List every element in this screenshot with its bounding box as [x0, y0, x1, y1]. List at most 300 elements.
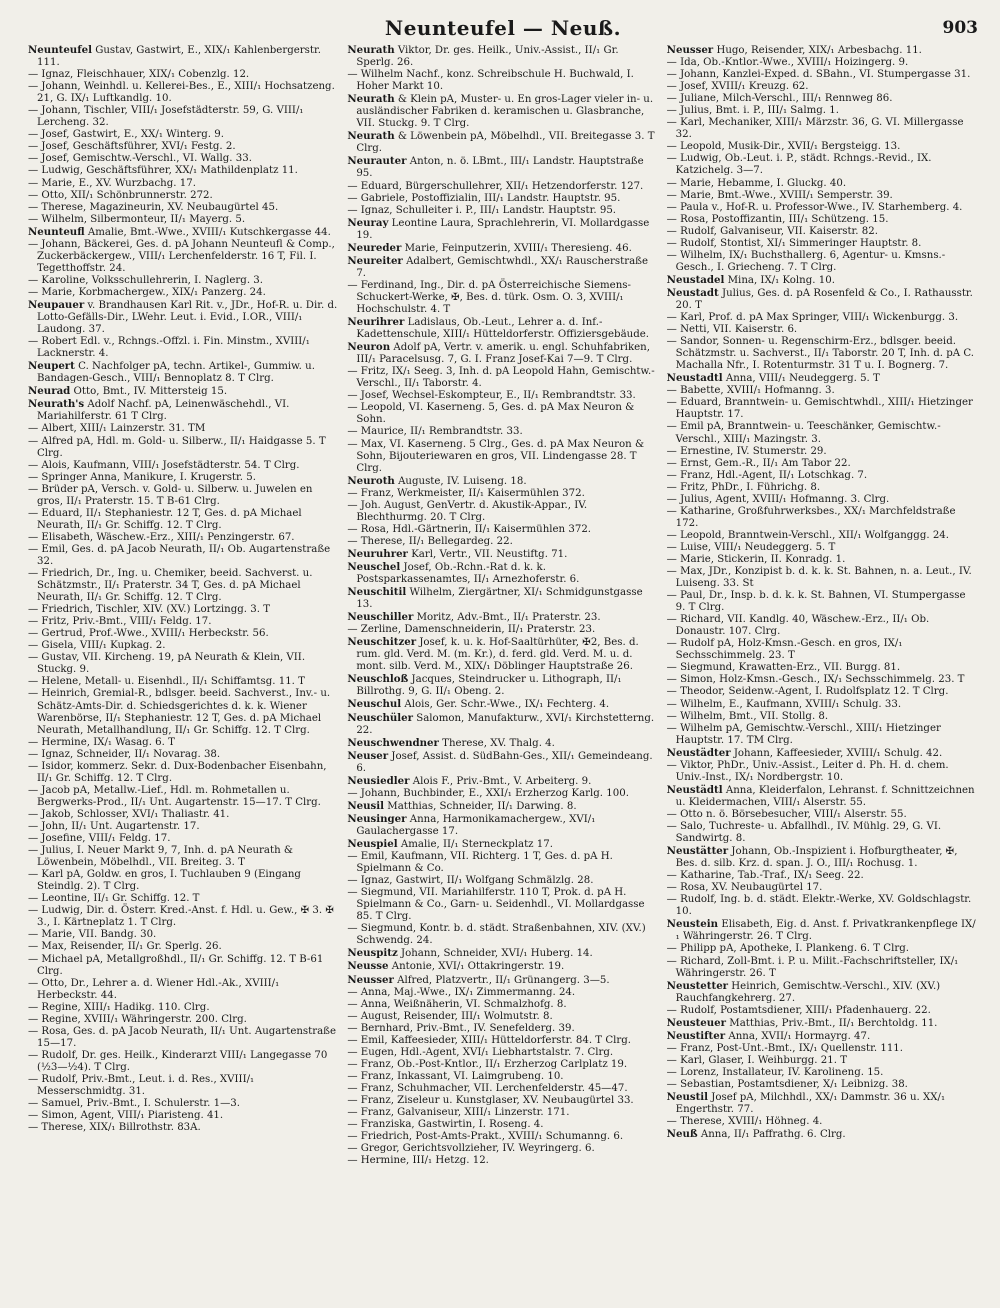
entry-text: — Marie, Korbmachergew., XIX/₁ Panzerg. 24.: [28, 286, 266, 298]
entry-text: — Gisela, VIII/₁ Kupkag. 2.: [28, 640, 166, 652]
directory-entry: [347, 737, 656, 750]
entry-text: — Katharine, Großfuhrwerksbes., XX/₁ Marchfeldstraße 172.: [666, 505, 956, 529]
entry-text: Auguste, IV. Luiseng. 18.: [398, 475, 527, 487]
directory-entry: [28, 833, 337, 845]
entry-text: — Eduard, Bürgerschullehrer, XII/₁ Hetzendorferstr. 127.: [347, 180, 644, 192]
directory-entry: [347, 1107, 656, 1119]
entry-text: Jacques, Steindrucker u. Lithograph, II/₁ Billrothg. 9, G. II/₁ Obeng. 2.: [356, 674, 622, 698]
directory-entry: [28, 785, 337, 809]
entry-text: — Marie, Stickerin, II. Konradg. 1.: [666, 553, 846, 565]
entry-text: — Fritz, Priv.-Bmt., VIII/₁ Feldg. 17.: [28, 616, 212, 628]
directory-entry: [347, 1143, 656, 1155]
entry-text: Anna, VIII/₁ Neudeggerg. 5. T: [725, 373, 880, 385]
entry-text: — Jakob, Schlosser, XVI/₁ Thaliastr. 41.: [28, 808, 230, 820]
directory-entry: [28, 1122, 337, 1134]
entry-surname: Neustadel: [666, 273, 725, 286]
directory-entry: [667, 784, 976, 809]
entry-text: — Rudolf, Ing. b. d. städt. Elektr.-Werke, XV. Goldschlagstr. 10.: [666, 894, 972, 918]
directory-entry: [347, 1071, 656, 1083]
entry-text: — Gregor, Gerichtsvollzieher, IV. Weyringerg. 6.: [347, 1143, 595, 1155]
entry-text: Anna, Kleiderfalon, Lehranst. f. Schnittzeichnen u. Kleidermachen, VIII/₁ Alserstr. 55.: [675, 784, 975, 808]
directory-entry: [347, 536, 656, 548]
entry-text: — Alois, Kaufmann, VIII/₁ Josefstädterstr. 54. T Clrg.: [28, 459, 300, 471]
entry-text: — Bernhard, Priv.-Bmt., IV. Senefelderg. 39.: [347, 1022, 575, 1034]
entry-surname: Neupauer: [28, 298, 85, 311]
entry-text: — Ignaz, Schulleiter i. P., III/₁ Landstr. Hauptstr. 95.: [347, 204, 617, 216]
entry-surname: Neustetter: [666, 979, 729, 992]
entry-text: — Zerline, Damenschneiderin, II/₁ Praterstr. 23.: [347, 624, 596, 636]
directory-entry: [347, 974, 656, 987]
entry-text: — Rudolf, Stontist, XI/₁ Simmeringer Hauptstr. 8.: [666, 237, 922, 249]
directory-entry: [667, 117, 976, 141]
entry-text: Otto, Bmt., IV. Mittersteig 15.: [73, 386, 228, 398]
entry-surname: Neusteuer: [666, 1016, 727, 1029]
entry-surname: Neunteufel: [28, 44, 92, 56]
entry-text: — Fritz, PhDr., I. Führichg. 8.: [666, 481, 821, 493]
entry-text: — Babette, XVIII/₁ Hofmanng. 3.: [666, 385, 835, 397]
directory-entry: [28, 652, 337, 676]
entry-text: Gustav, Gastwirt, E., XIX/₁ Kahlenbergerstr. 111.: [37, 45, 321, 69]
directory-entry: [667, 699, 976, 711]
directory-entry: [28, 676, 337, 688]
directory-entry: [667, 1116, 976, 1128]
entry-text: Elisabeth, Eig. d. Anst. f. Privatkrankenpflege IX/₁ Währingerstr. 26. T Clrg.: [675, 919, 976, 943]
entry-text: — Rudolf, Priv.-Bmt., Leut. i. d. Res., XVIII/₁ Messerschmidtg. 31.: [28, 1073, 255, 1098]
entry-text: — Therese, XIX/₁ Billrothstr. 83A.: [28, 1122, 201, 1134]
directory-entry: [667, 312, 976, 324]
directory-entry: [347, 1047, 656, 1059]
directory-entry: [667, 141, 976, 153]
directory-entry: [667, 421, 976, 445]
directory-entry: [347, 611, 656, 624]
entry-text: — Franz, Galvaniseur, XIII/₁ Linzerstr. 171.: [347, 1107, 570, 1119]
entry-text: Anna, XVII/₁ Hormayrg. 47.: [728, 1030, 871, 1042]
entry-text: Ladislaus, Ob.-Leut., Lehrer a. d. Inf.-Kadettenschule, XIII/₁ Hütteldorferstr. Offiziersgebäude.: [356, 317, 649, 341]
directory-entry: [28, 299, 337, 336]
entry-text: — Luise, VIII/₁ Neudeggerg. 5. T: [666, 541, 836, 553]
entry-surname: Neurath: [347, 44, 395, 56]
directory-entry: [347, 193, 656, 205]
directory-entry: [347, 341, 656, 366]
entry-text: — Jacob pA, Metallw.-Lief., Hdl. m. Rohmetallen u. Bergwerks-Prod., II/₁ Unt. Augartenstr. 15—17. T Clrg.: [28, 784, 321, 808]
directory-entry: [347, 44, 656, 69]
directory-entry: [28, 532, 337, 544]
directory-entry: [347, 181, 656, 193]
directory-entry: [28, 544, 337, 568]
entry-text: — Isidor, kommerz. Sekr. d. Dux-Bodenbacher Eisenbahn, II/₁ Gr. Schiffg. 12. T Clrg.: [28, 760, 327, 784]
directory-entry: [347, 316, 656, 341]
entry-text: — Julius, Bmt. i. P., III/₁ Salmg. 1.: [666, 105, 839, 117]
entry-text: — Rudolf pA, Holz-Kmsn.-Gesch. en gros, IX/₁ Sechsschimmelg. 23. T: [666, 638, 903, 662]
directory-entry: [667, 956, 976, 980]
directory-entry: [28, 153, 337, 165]
column-middle: [347, 44, 656, 1288]
entry-surname: Neuspitz: [347, 947, 398, 960]
entry-text: — Juliane, Milch-Verschl., III/₁ Rennweg 86.: [666, 93, 893, 105]
directory-entry: [28, 385, 337, 398]
directory-entry: [667, 1055, 976, 1067]
directory-entry: [667, 870, 976, 882]
entry-text: — Franz, Post-Unt.-Bmt., IX/₁ Quellenstr. 111.: [666, 1042, 904, 1054]
directory-entry: [667, 397, 976, 421]
directory-entry: [28, 737, 337, 749]
directory-entry: [28, 941, 337, 953]
entry-text: — Elisabeth, Wäschew.-Erz., XIII/₁ Penzingerstr. 67.: [28, 531, 295, 543]
entry-surname: Neustädtl: [666, 783, 723, 796]
directory-entry: [28, 336, 337, 360]
entry-text: — Karl, Prof. d. pA Max Springer, VIII/₁ Wickenburgg. 3.: [666, 312, 959, 324]
entry-text: — Helene, Metall- u. Eisenhdl., II/₁ Schiffamtsg. 11. T: [28, 676, 305, 688]
directory-entry: [28, 398, 337, 423]
entry-text: — Richard, VII. Kandlg. 40, Wäschew.-Erz., II/₁ Ob. Donaustr. 107. Clrg.: [666, 614, 930, 638]
directory-entry: [347, 439, 656, 475]
entry-text: Johann, Kaffeesieder, XVIII/₁ Schulg. 42.: [733, 747, 943, 759]
directory-entry: [667, 918, 976, 943]
entry-text: — Marie, E., XV. Wurzbachg. 17.: [28, 177, 196, 189]
entry-surname: Neuschitil: [347, 586, 407, 599]
entry-text: Anna, Harmonikamachergew., XVI/₁ Gaulachergasse 17.: [356, 813, 596, 837]
directory-entry: [667, 894, 976, 918]
entry-text: — Josef, Gastwirt, E., XX/₁ Winterg. 9.: [28, 129, 224, 141]
directory-entry: [28, 129, 337, 141]
directory-entry: [667, 821, 976, 845]
entry-surname: Neurath: [347, 130, 395, 143]
entry-text: — Otto, Dr., Lehrer a. d. Wiener Hdl.-Ak., XVIII/₁ Herbeckstr. 44.: [28, 977, 280, 1001]
entry-text: — Sandor, Sonnen- u. Regenschirm-Erz., bdlsger. beeid. Schätzmstr. u. Sachverst., II/₁ Taborstr. 20 T, Inh. d. pA C. Machalla Nfr., I. Rotenturmstr. 31 T u. I. Bognerg. 7.: [666, 336, 975, 372]
directory-entry: [667, 226, 976, 238]
entry-text: Marie, Feinputzerin, XVIII/₁ Theresieng. 46.: [404, 242, 632, 254]
directory-entry: [28, 604, 337, 616]
directory-entry: [28, 869, 337, 893]
directory-entry: [347, 800, 656, 813]
directory-entry: [667, 385, 976, 397]
entry-text: — Ignaz, Gastwirt, II/₁ Wolfgang Schmälzlg. 28.: [347, 875, 594, 887]
directory-entry: [347, 712, 656, 737]
entry-surname: Neuschiller: [347, 611, 414, 624]
entry-text: — Siegmund, Kontr. b. d. städt. Straßenbahnen, XIV. (XV.) Schwendg. 24.: [347, 923, 646, 947]
directory-entry: [667, 446, 976, 458]
entry-text: — Siegmund, Krawatten-Erz., VII. Burgg. 81.: [666, 662, 901, 674]
directory-entry: [347, 402, 656, 426]
entry-text: Moritz, Adv.-Bmt., II/₁ Praterstr. 23.: [416, 612, 601, 624]
entry-text: — Karl pA, Goldw. en gros, I. Tuchlauben 9 (Eingang Steindlg. 2). T Clrg.: [28, 869, 301, 893]
entry-text: — Josef, Gemischtw.-Verschl., VI. Wallg. 33.: [28, 153, 252, 165]
directory-entry: [667, 662, 976, 674]
entry-text: — Rosa, Postoffizantin, III/₁ Schützeng. 15.: [666, 213, 889, 225]
entry-text: Heinrich, Gemischtw.-Verschl., XIV. (XV.) Rauchfangkehrerg. 27.: [675, 980, 941, 1004]
entry-text: — Franz, Inkassant, VI. Laimgrubeng. 10.: [347, 1070, 564, 1082]
directory-entry: [667, 1030, 976, 1043]
entry-text: — Samuel, Priv.-Bmt., I. Schulerstr. 1—3.: [28, 1098, 241, 1110]
directory-entry: [347, 887, 656, 923]
entry-surname: Neuß: [666, 1128, 698, 1141]
entry-text: Wilhelm, Ziergärtner, XI/₁ Schmidgunstgasse 13.: [356, 587, 643, 611]
directory-entry: [347, 987, 656, 999]
entry-surname: Neuschüler: [347, 711, 413, 724]
entry-text: Anton, n. ö. LBmt., III/₁ Landstr. Hauptstraße 95.: [356, 156, 644, 180]
directory-entry: [347, 255, 656, 280]
entry-text: Hugo, Reisender, XIX/₁ Arbesbachg. 11.: [716, 45, 922, 56]
entry-text: — Johann, Kanzlei-Exped. d. SBahn., VI. Stumpergasse 31.: [666, 69, 971, 81]
entry-text: Therese, XV. Thalg. 4.: [442, 737, 555, 749]
entry-text: — Ignaz, Fleischhauer, XIX/₁ Cobenzlg. 12.: [28, 69, 250, 81]
entry-text: — Leopold, Musik-Dir., XVII/₁ Bergsteigg. 13.: [666, 141, 901, 153]
entry-text: — Anna, Weißnäherin, VI. Schmalzhofg. 8.: [347, 998, 567, 1010]
entry-text: — Katharine, Tab.-Traf., IX/₁ Seeg. 22.: [666, 870, 864, 882]
directory-entry: [667, 506, 976, 530]
entry-text: — Rosa, Ges. d. pA Jacob Neurath, II/₁ Unt. Augartenstraße 15—17.: [28, 1025, 337, 1049]
directory-entry: [347, 1095, 656, 1107]
directory-entry: [28, 954, 337, 978]
directory-entry: [347, 1035, 656, 1047]
directory-entry: [347, 130, 656, 155]
directory-entry: [28, 1050, 337, 1074]
entry-text: — Heinrich, Gremial-R., bdlsger. beeid. Sachverst., Inv.- u. Schätz-Amts-Dir. d. Schiedsgerichtes d. k. k. Wiener Warenbörse, II/₁ Stephaniestr. 12 T, Ges. d. pA Michael Neurath, Metallhandlung, II/₁ Gr. Schiffg. 12. T Clrg.: [28, 688, 331, 736]
entry-text: — Julius, I. Neuer Markt 9, 7, Inh. d. pA Neurath & Löwenbein, Möbelhdl., VII. Breiteg. 3. T: [28, 845, 293, 869]
entry-text: — Johann, Bäckerei, Ges. d. pA Johann Neunteufl & Comp., Zuckerbäckergew., VIII/₁ Lerchenfelderstr. 16 T, Fil. I. Tegetthoffstr. 24.: [28, 238, 335, 274]
entry-text: — Karoline, Volksschullehrerin, I. Naglerg. 3.: [28, 274, 264, 286]
entry-text: — Friedrich, Dr., Ing. u. Chemiker, beeid. Sachverst. u. Schätzmstr., II/₁ Praterstr. 34 T, Ges. d. pA Michael Neurath, II/₁ Gr. Schiffg. 12. T Clrg.: [28, 568, 313, 604]
entry-text: Mina, IX/₁ Kolng. 10.: [727, 274, 835, 286]
entry-surname: Neuschitzer: [347, 636, 417, 649]
entry-text: — Marie, Bmt.-Wwe., XVIII/₁ Semperstr. 39.: [666, 189, 893, 201]
entry-text: — Max, VI. Kaserneng. 5 Clrg., Ges. d. pA Max Neuron & Sohn, Bijouteriewaren en gros, VII. Lindengasse 28. T Clrg.: [347, 438, 645, 474]
directory-entry: [28, 141, 337, 153]
entry-text: — Leopold, VI. Kaserneng. 5, Ges. d. pA Max Neuron & Sohn.: [347, 402, 635, 426]
directory-entry: [347, 1011, 656, 1023]
entry-text: Adalbert, Gemischtwhdl., XX/₁ Rauscherstraße 7.: [356, 255, 649, 279]
entry-surname: Neurath's: [28, 398, 85, 411]
entry-text: — Gabriele, Postoffizialin, III/₁ Landstr. Hauptstr. 95.: [347, 192, 621, 204]
entry-text: — Julius, Agent, XVIII/₁ Hofmanng. 3. Clrg.: [666, 493, 890, 505]
directory-entry: [667, 845, 976, 870]
directory-entry: [347, 788, 656, 800]
directory-entry: [667, 470, 976, 482]
directory-entry: [667, 1067, 976, 1079]
directory-entry: [347, 1083, 656, 1095]
directory-entry: [347, 1023, 656, 1035]
directory-entry: [667, 190, 976, 202]
directory-entry: [667, 1128, 976, 1141]
entry-text: — Joh. August, GenVertr. d. Akustik-Appar., IV. Blechthurmg. 20. T Clrg.: [347, 499, 588, 523]
entry-surname: Neureiter: [347, 254, 403, 267]
entry-text: — Robert Edl. v., Rchngs.-Offzl. i. Fin. Minstm., XVIII/₁ Lacknerstr. 4.: [28, 336, 310, 360]
entry-text: — Emil pA, Branntwein- u. Teeschänker, Gemischtw.-Verschl., XIII/₁ Mazingstr. 3.: [666, 421, 941, 445]
entry-text: — Emil, Kaffeesieder, XIII/₁ Hütteldorferstr. 84. T Clrg.: [347, 1034, 632, 1046]
entry-text: — Josef, Wechsel-Eskompteur, E., II/₁ Rembrandtstr. 33.: [347, 390, 636, 402]
entry-text: — Gertrud, Prof.-Wwe., XVIII/₁ Herbeckstr. 56.: [28, 628, 269, 640]
directory-entry: [347, 1131, 656, 1143]
directory-entry: [28, 226, 337, 239]
directory-entry: [667, 214, 976, 226]
directory-entry: [347, 775, 656, 788]
directory-entry: [28, 360, 337, 385]
directory-entry: [28, 178, 337, 190]
directory-entry: [347, 242, 656, 255]
directory-entry: [347, 1155, 656, 1167]
entry-text: — Friedrich, Post-Amts-Prakt., XVIII/₁ Schumanng. 6.: [347, 1131, 624, 1143]
entry-surname: Neurad: [28, 385, 71, 398]
directory-entry: [667, 458, 976, 470]
entry-text: — Emil, Ges. d. pA Jacob Neurath, II/₁ Ob. Augartenstraße 32.: [28, 543, 331, 567]
entry-surname: Neuruhrer: [347, 547, 408, 560]
entry-surname: Neuschul: [347, 698, 402, 711]
entry-text: Amalie, II/₁ Sterneckplatz 17.: [400, 839, 553, 850]
entry-text: — Sebastian, Postamtsdiener, X/₁ Leibnizg. 38.: [666, 1078, 908, 1090]
entry-text: — Josef, XVIII/₁ Kreuzg. 62.: [666, 81, 809, 93]
directory-entry: [667, 686, 976, 698]
directory-entry: [667, 57, 976, 69]
entry-text: — Theodor, Seidenw.-Agent, I. Rudolfsplatz 12. T Clrg.: [666, 686, 949, 698]
directory-entry: [347, 1119, 656, 1131]
column-left: [28, 44, 337, 1288]
directory-entry: [28, 190, 337, 202]
directory-entry: [347, 69, 656, 93]
entry-text: — Wilhelm, Silbermonteur, II/₁ Mayerg. 5.: [28, 213, 246, 225]
entry-text: — Wilhelm, Bmt., VII. Stollg. 8.: [666, 710, 829, 722]
entry-text: — Hermine, III/₁ Hetzg. 12.: [347, 1155, 489, 1167]
entry-text: — Leontine, II/₁ Gr. Schiffg. 12. T: [28, 893, 200, 905]
directory-entry: [347, 366, 656, 390]
directory-entry: [28, 239, 337, 275]
entry-surname: Neuschwendner: [347, 736, 439, 749]
directory-entry: [28, 484, 337, 508]
entry-text: Viktor, Dr. ges. Heilk., Univ.-Assist., II/₁ Gr. Sperlg. 26.: [356, 45, 619, 69]
entry-text: — Marie, VII. Bandg. 30.: [28, 929, 157, 941]
entry-text: Anna, II/₁ Paffrathg. 6. Clrg.: [700, 1129, 846, 1141]
entry-surname: Neustein: [666, 918, 719, 931]
directory-entry: [28, 845, 337, 869]
entry-text: Adolf Nachf. pA, Leinenwäschehdl., VI. Mariahilferstr. 61 T Clrg.: [37, 399, 290, 423]
directory-entry: [667, 494, 976, 506]
entry-surname: Neuroth: [347, 474, 395, 487]
entry-text: — Hermine, IX/₁ Wasag. 6. T: [28, 736, 175, 748]
entry-surname: Neusse: [347, 960, 389, 973]
entry-text: — Josefine, VIII/₁ Feldg. 17.: [28, 833, 171, 845]
directory-entry: [667, 1079, 976, 1091]
entry-text: Josef, k. u. k. Hof-Saaltürhüter, ✠2, Bes. d. rum. gld. Verd. M. (m. Kr.), d. ferd. gld. Verd. M. u. d. mont. silb. Verd. M., XIX/₁ Döblinger Hauptstraße 26.: [356, 637, 639, 673]
directory-entry: [667, 809, 976, 821]
entry-text: — Otto, XII/₁ Schönbrunnerstr. 272.: [28, 189, 213, 201]
entry-text: — Wilhelm, E., Kaufmann, XVIII/₁ Schulg. 33.: [666, 698, 902, 710]
directory-entry: [347, 280, 656, 316]
directory-entry: [667, 202, 976, 214]
entry-text: — Salo, Tuchreste- u. Abfallhdl., IV. Mühlg. 29, G. VI. Sandwirtg. 8.: [666, 821, 942, 845]
directory-entry: [28, 275, 337, 287]
entry-text: — Rosa, Hdl.-Gärtnerin, II/₁ Kaisermühlen 372.: [347, 523, 592, 535]
columns-container: [28, 44, 976, 1288]
entry-text: — Johann, Weinhdl. u. Kellerei-Bes., E., XIII/₁ Hochsatzeng. 21, G. IX/₁ Luftkandlg. 10.: [28, 81, 335, 105]
entry-text: — Albert, XIII/₁ Lainzerstr. 31. TM: [28, 423, 206, 435]
directory-entry: [347, 875, 656, 887]
directory-entry: [347, 813, 656, 838]
entry-text: — Simon, Holz-Kmsn.-Gesch., IX/₁ Sechsschimmelg. 23. T: [666, 674, 965, 686]
entry-text: C. Nachfolger pA, techn. Artikel-, Gummiw. u. Bandagen-Gesch., VIII/₁ Bennoplatz 8. T Clrg.: [37, 361, 315, 385]
entry-surname: Neustädter: [666, 746, 731, 759]
entry-text: — Friedrich, Tischler, XIV. (XV.) Lortzingg. 3. T: [28, 604, 271, 616]
entry-surname: Neupert: [28, 360, 75, 373]
entry-text: Adolf pA, Vertr. v. amerik. u. engl. Schuhfabriken, III/₁ Paracelsusg. 7, G. I. Franz Josef-Kai 7—9. T Clrg.: [356, 342, 650, 366]
entry-text: — Therese, Magazineurin, XV. Neubaugürtel 45.: [28, 201, 279, 213]
entry-text: Johann, Schneider, XVI/₁ Huberg. 14.: [401, 948, 593, 960]
entry-text: Josef, Ob.-Rchn.-Rat d. k. k. Postsparkassenamtes, II/₁ Arnezhoferstr. 6.: [356, 561, 580, 586]
entry-surname: Neusil: [347, 799, 385, 812]
directory-entry: [347, 93, 656, 130]
entry-text: — Rudolf, Dr. ges. Heilk., Kinderarzt VIII/₁ Langegasse 70 (½3—½4). T Clrg.: [28, 1049, 328, 1073]
directory-entry: [667, 153, 976, 177]
directory-entry: [667, 1017, 976, 1030]
entry-surname: Neustadtl: [666, 372, 723, 385]
entry-text: — Anna, Maj.-Wwe., IX/₁ Zimmermanng. 24.: [347, 986, 576, 998]
directory-entry: [667, 760, 976, 784]
entry-text: Josef, Assist. d. SüdBahn-Ges., XII/₁ Gemeindeang. 6.: [356, 750, 653, 774]
entry-surname: Neusser: [666, 44, 714, 56]
directory-entry: [347, 1059, 656, 1071]
page-header: [28, 14, 978, 44]
directory-entry: [667, 324, 976, 336]
entry-text: — Ludwig, Dir. d. Österr. Kred.-Anst. f. Hdl. u. Gew., ✠ 3. ✠ 3., I. Kärtneplatz 1. T Clrg.: [28, 905, 334, 929]
directory-entry: [28, 165, 337, 177]
directory-entry: [347, 923, 656, 947]
directory-entry: [667, 674, 976, 686]
entry-text: — Max, Reisender, II/₁ Gr. Sperlg. 26.: [28, 941, 222, 953]
entry-text: — Regine, XIII/₁ Hadikg. 110. Clrg.: [28, 1001, 210, 1013]
entry-text: — Regine, XVIII/₁ Währingerstr. 200. Clrg.: [28, 1013, 247, 1025]
entry-text: Alois, Ger. Schr.-Wwe., IX/₁ Fechterg. 4.: [404, 699, 610, 711]
entry-surname: Neustil: [666, 1091, 709, 1104]
entry-text: Matthias, Priv.-Bmt., II/₁ Berchtoldg. 11.: [729, 1017, 938, 1029]
directory-entry: [28, 1026, 337, 1050]
entry-surname: Neurath: [347, 93, 395, 106]
directory-entry: [667, 566, 976, 590]
entry-surname: Neustifter: [666, 1029, 726, 1042]
directory-entry: [28, 44, 337, 69]
directory-entry: [28, 202, 337, 214]
entry-text: — Maurice, II/₁ Rembrandtstr. 33.: [347, 426, 523, 438]
directory-entry: [28, 809, 337, 821]
entry-text: Matthias, Schneider, II/₁ Darwing. 8.: [387, 800, 577, 812]
entry-surname: Neunteufl: [28, 225, 85, 238]
entry-text: — Ernst, Gem.-R., II/₁ Am Tabor 22.: [666, 457, 851, 469]
entry-text: — Richard, Zoll-Bmt. i. P. u. Milit.-Fachschriftsteller, IX/₁ Währingerstr. 26. T: [666, 955, 959, 979]
entry-text: — August, Reisender, III/₁ Wolmutstr. 8.: [347, 1010, 553, 1022]
entry-surname: Neuser: [347, 749, 389, 762]
directory-entry: [28, 1074, 337, 1098]
directory-entry: [667, 250, 976, 274]
directory-entry: [667, 287, 976, 312]
directory-entry: [347, 217, 656, 242]
directory-entry: [667, 614, 976, 638]
entry-surname: Neurihrer: [347, 316, 405, 329]
directory-entry: [667, 747, 976, 760]
entry-text: — Johann, Tischler, VIII/₁ Josefstädterstr. 59, G. VIII/₁ Lercheng. 32.: [28, 105, 304, 129]
entry-text: — Ludwig, Geschäftsführer, XX/₁ Mathildenplatz 11.: [28, 165, 298, 177]
entry-text: — Franz, Ziseleur u. Kunstglaser, XV. Neubaugürtel 33.: [347, 1094, 634, 1106]
entry-text: Leontine Laura, Sprachlehrerin, VI. Mollardgasse 19.: [356, 217, 650, 241]
directory-entry: [28, 616, 337, 628]
entry-text: Alois F., Priv.-Bmt., V. Arbeiterg. 9.: [412, 775, 592, 787]
entry-surname: Neuray: [347, 216, 389, 229]
entry-surname: Neusser: [347, 973, 394, 986]
directory-entry: [347, 561, 656, 586]
directory-entry: [347, 673, 656, 698]
entry-text: Julius, Ges. d. pA Rosenfeld & Co., I. Rathausstr. 20. T: [675, 287, 973, 311]
directory-entry: [28, 628, 337, 640]
directory-entry: [347, 155, 656, 180]
directory-entry: [667, 178, 976, 190]
entry-text: Antonie, XVI/₁ Ottakringerstr. 19.: [391, 961, 565, 973]
directory-entry: [28, 69, 337, 81]
